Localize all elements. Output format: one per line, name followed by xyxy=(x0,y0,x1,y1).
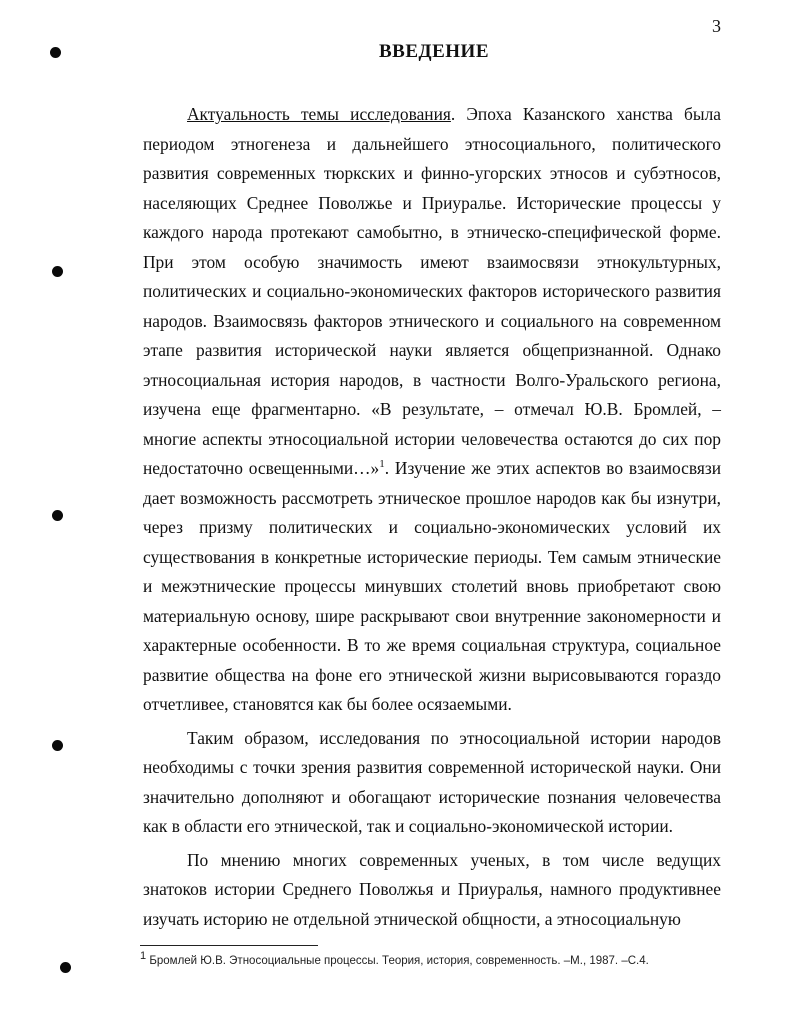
binding-hole-mark xyxy=(50,47,61,58)
page-title: ВВЕДЕНИЕ xyxy=(379,41,489,62)
paragraph-3: По мнению многих современных ученых, в том числе ведущих знатоков истории Среднего Поволжья и Приуралья, намного продуктивнее изучать историю не отдельной этнической общности, а этносоциальную xyxy=(143,849,721,929)
footnote-separator xyxy=(140,945,318,946)
section-lead: Актуальность темы исследования xyxy=(187,104,451,124)
binding-hole-mark xyxy=(60,962,71,973)
footnote-reference[interactable]: 1 xyxy=(379,458,385,471)
paragraph-1-text: . Эпоха Казанского ханства была периодом этногенеза и дальнейшего этносоциального, политического развития современных тюркских и финно-угорских этносов и субэтносов, населяющих Среднее Поволжье и Приуралье. Исторические процессы у каждого народа протекают самобытно, в этническо-специфической форме. При этом особую значимость имеют взаимосвязи этнокультурных, политических и социально-экономических факторов исторического развития народов. Взаимосвязь факторов этнического и социального на современном этапе развития исторической науки является общепризнанной. Однако этносоциальная история народов, в частности Волго-Уральского региона, изучена еще фрагментарно. «В результате, – отмечал Ю.В. Бромлей, – многие аспекты этносоциальной истории человечества остаются до сих пор недостаточно освещенными…» xyxy=(143,104,721,478)
footnote-text: Бромлей Ю.В. Этносоциальные процессы. Теория, история, современность. –М., 1987. –С.4. xyxy=(146,955,649,967)
paragraph-2: Таким образом, исследования по этносоциальной истории народов необходимы с точки зрения развития современной исторической науки. Они значительно дополняют и обогащают исторические познания человечества как в области его этнической, так и социально-экономической истории. xyxy=(143,727,721,836)
main-text xyxy=(143,100,721,934)
paragraph-1-continuation: . Изучение же этих аспектов во взаимосвязи дает возможность рассмотреть этническое прошлое народов как бы изнутри, через призму политических и социально-экономических условий их существования в конкретные исторические периоды. Тем самым этнические и межэтнические процессы минувших столетий вновь приобретают свою материальную основу, шире раскрывают свои внутренние закономерности и характерные особенности. В то же время социальная структура, социальное развитие общества на фоне его этнической жизни вырисовываются гораздо отчетливее, становятся как бы более осязаемыми. xyxy=(143,458,721,714)
binding-hole-mark xyxy=(52,510,63,521)
footnote xyxy=(140,950,740,967)
binding-hole-mark xyxy=(52,266,63,277)
footnote-mark: 1 xyxy=(140,950,147,963)
paragraph-1 xyxy=(143,100,721,720)
page-number: 3 xyxy=(712,16,721,36)
binding-hole-mark xyxy=(52,740,63,751)
